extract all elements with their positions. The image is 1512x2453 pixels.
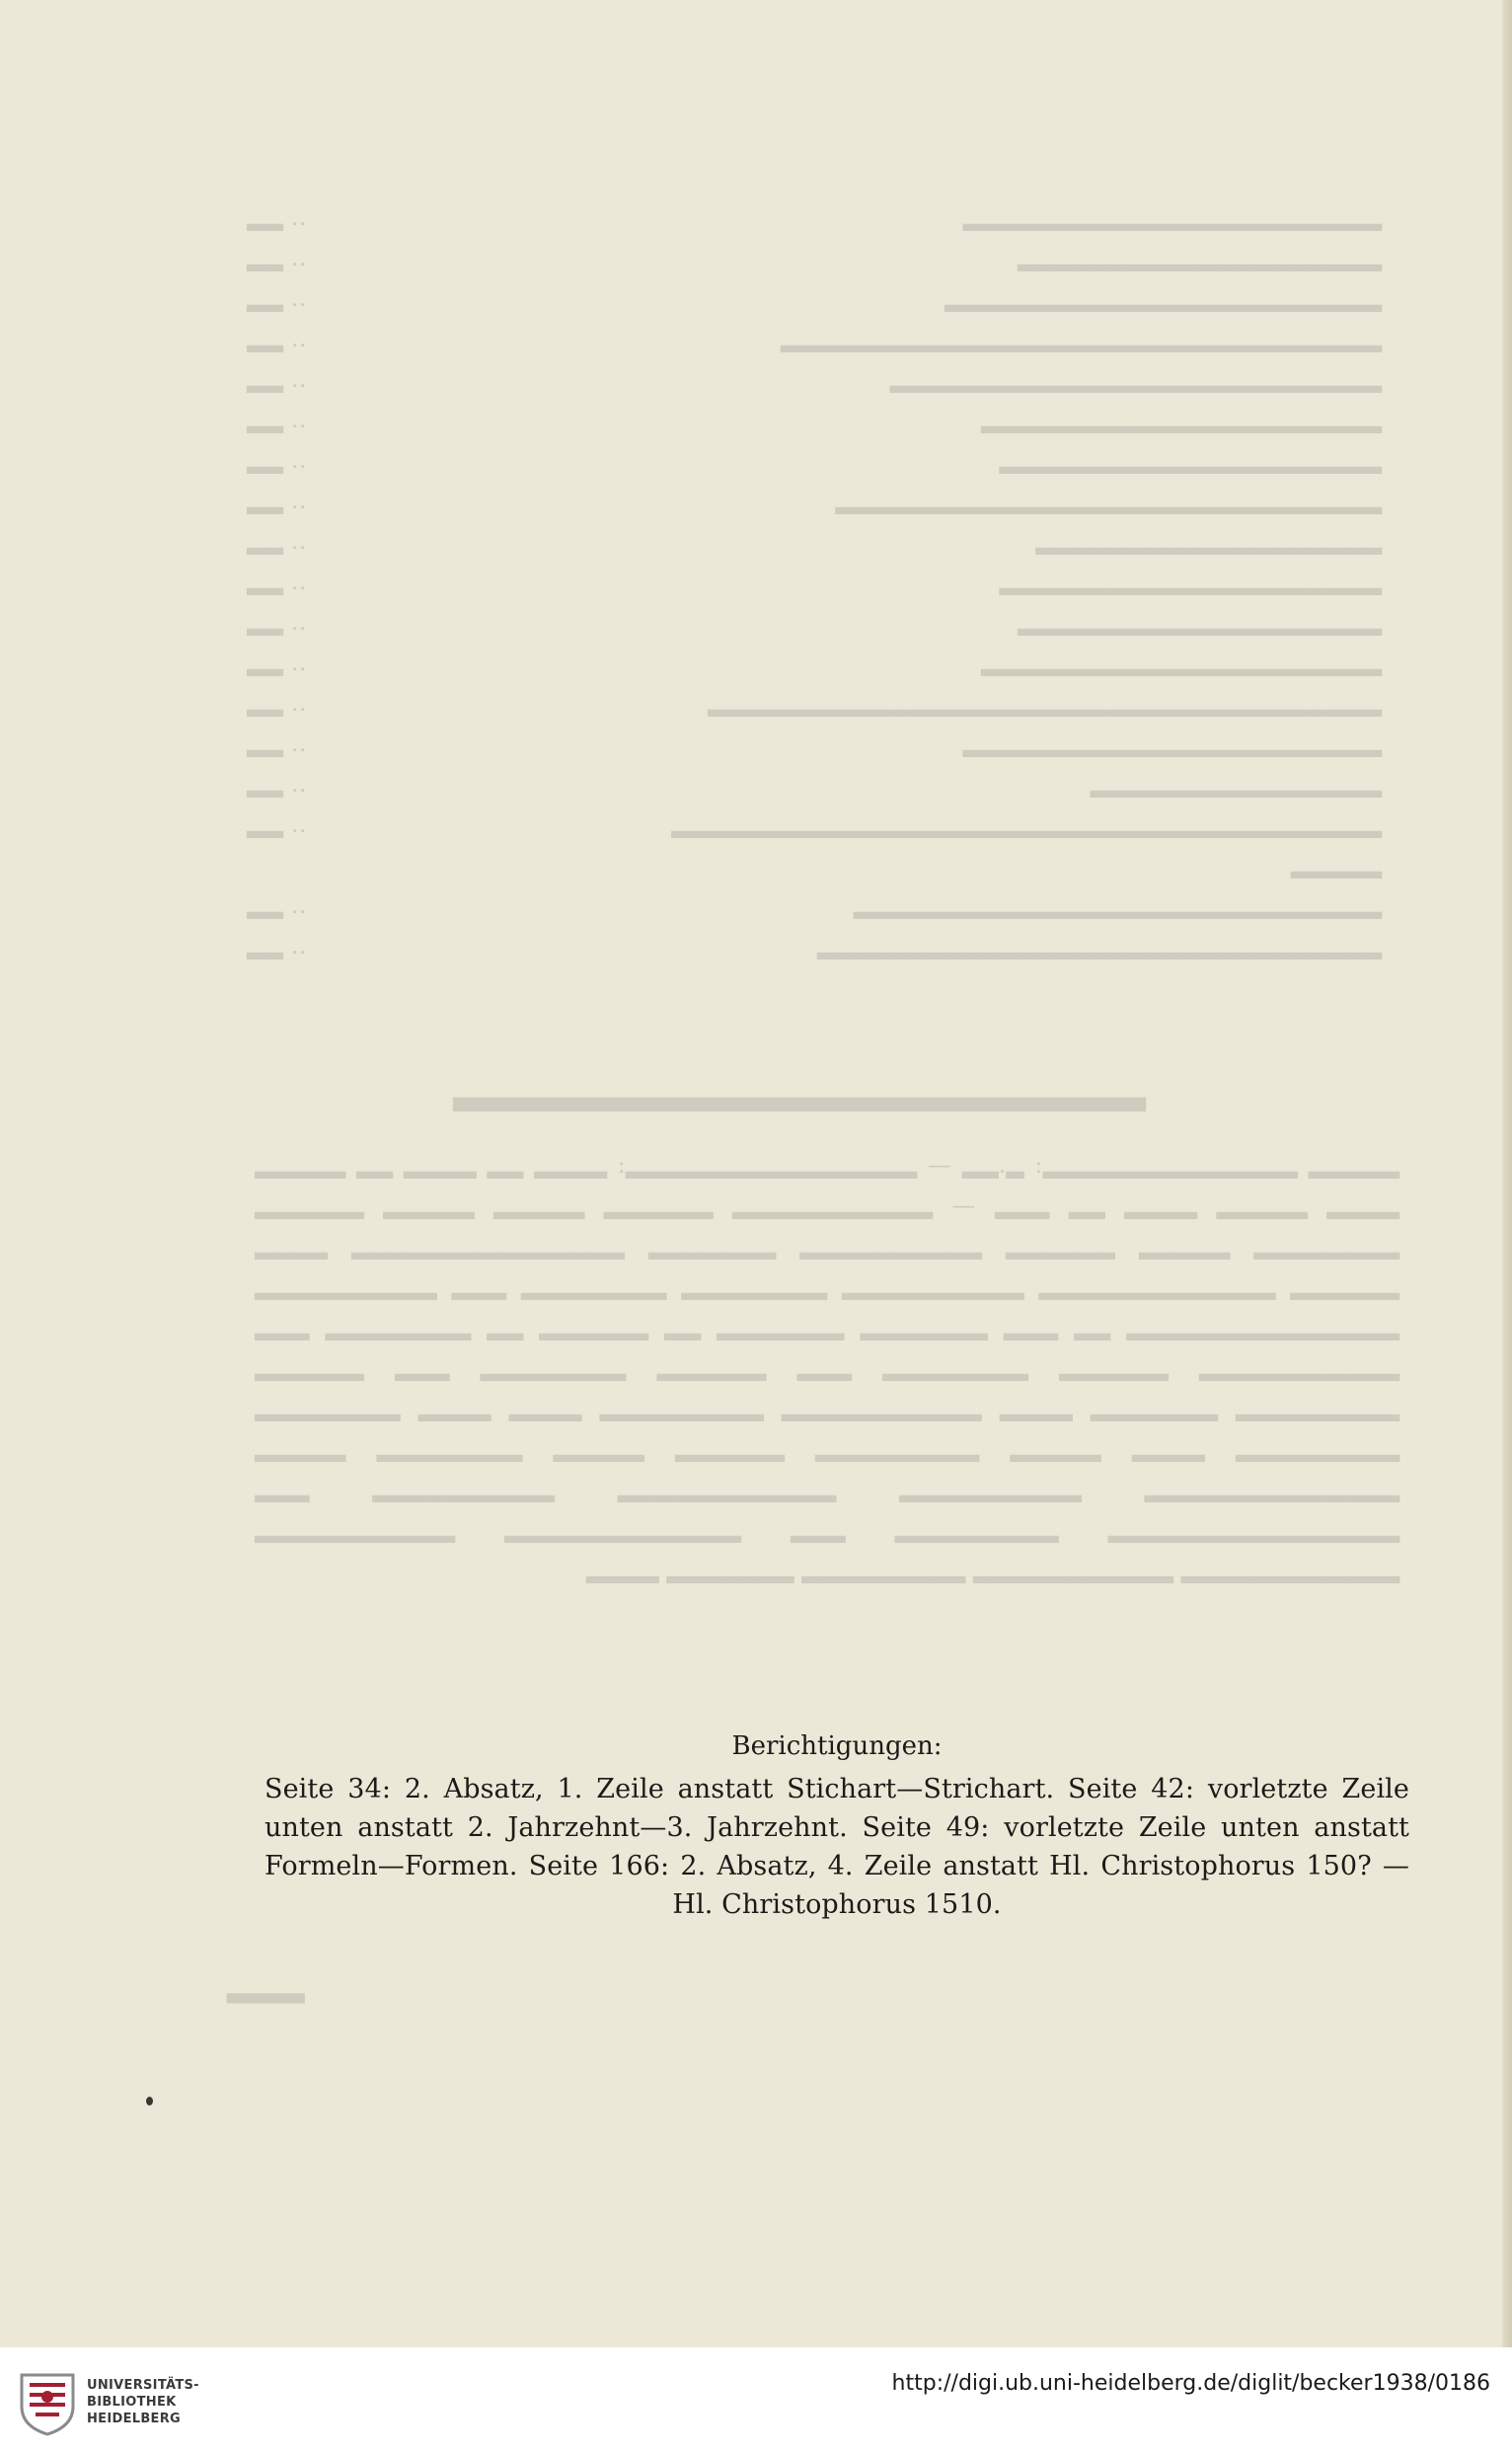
show-through-list: ▂▂▂▂▂▂▂▂▂▂▂▂▂▂▂▂▂▂▂▂▂▂▂ ‥ ▂▂ ▂▂▂▂▂▂▂▂▂▂▂▂▂▂▂▂▂▂▂▂ ‥ ▂▂ ▂▂▂▂▂▂▂▂▂▂▂▂▂▂▂▂▂▂▂▂▂▂▂▂ ‥ ▂▂ ▂▂▂▂▂▂▂▂▂▂▂▂▂▂▂▂▂▂▂▂▂▂▂▂▂▂▂▂▂▂▂▂▂ ‥ ▂▂ ▂▂▂▂▂▂▂▂▂▂▂▂▂▂▂▂▂▂▂▂▂▂▂▂▂▂▂ ‥ ▂▂ ▂▂▂▂▂▂▂▂▂▂▂▂▂▂▂▂▂▂▂▂▂▂ ‥ ▂▂ ▂▂▂▂▂▂▂▂▂▂▂▂▂▂▂▂▂▂▂▂▂ ‥ ▂▂ ▂▂▂▂▂▂▂▂▂▂▂▂▂▂▂▂▂▂▂▂▂▂▂▂▂▂▂▂▂▂ ‥ ▂▂ ▂▂▂▂▂▂▂▂▂▂▂▂▂▂▂▂▂▂▂ ‥ ▂▂ ▂▂▂▂▂▂▂▂▂▂▂▂▂▂▂▂▂▂▂▂▂ ‥ ▂▂ ▂▂▂▂▂▂▂▂▂▂▂▂▂▂▂▂▂▂▂▂ ‥ ▂▂ ▂▂▂▂▂▂▂▂▂▂▂▂▂▂▂▂▂▂▂▂▂▂ ‥ ▂▂ ▂▂▂▂▂▂▂▂▂▂▂▂▂▂▂▂▂▂▂▂▂▂▂▂▂▂▂▂▂▂▂▂▂▂▂▂▂ ‥ ▂▂ ▂▂▂▂▂▂▂▂▂▂▂▂▂▂▂▂▂▂▂▂▂▂▂ ‥ ▂▂ ▂▂▂▂▂▂▂▂▂▂▂▂▂▂▂▂ ‥ ▂▂ ▂▂▂▂▂▂▂▂▂▂▂▂▂▂▂▂▂▂▂▂▂▂▂▂▂▂▂▂▂▂▂▂▂▂▂▂▂▂▂ ‥ ▂▂ ▂▂▂▂▂ ▂▂▂▂▂▂▂▂▂▂▂▂▂▂▂▂▂▂▂▂▂▂▂▂▂▂▂▂▂ ‥ ▂▂ ▂▂▂▂▂▂▂▂▂▂▂▂▂▂▂▂▂▂▂▂▂▂▂▂▂▂▂▂▂▂▂ ‥ ▂▂ (247, 203, 1382, 959)
library-name (87, 2377, 199, 2427)
heidelberg-library-icon (16, 2367, 79, 2436)
show-through-folio: ▂▂▂ (227, 1964, 305, 2004)
errata-section (265, 1728, 1409, 1924)
page-edge (1502, 0, 1512, 2347)
errata-title: Berichtigungen: (731, 1731, 943, 1761)
library-logo[interactable] (16, 2363, 223, 2442)
permalink-url[interactable]: http://digi.ub.uni-heidelberg.de/diglit/becker1938/0186 (891, 2371, 1490, 2396)
library-name-line-1: UNIVERSITÄTS- (87, 2378, 199, 2393)
show-through-paragraph: ▂▂▂▂▂ ▂▂▂▂▂▂▂▂▂▂▂▂▂▂: ▂.▂▂ — ▂▂▂▂▂▂▂▂▂▂▂▂▂▂▂▂: ▂▂▂▂ ▂▂ ▂▂▂▂ ▂▂ ▂▂▂▂▂ ▂▂▂▂ ▂▂▂▂▂ ▂▂▂▂ ▂▂ ▂▂▂ — ▂▂▂▂▂▂▂▂▂▂▂ ▂▂▂▂▂▂ ▂▂▂▂▂ ▂▂▂▂▂ ▂▂▂▂▂▂ ▂▂▂▂▂▂▂▂ ▂▂▂▂▂ ▂▂▂▂▂▂ ▂▂▂▂▂▂▂▂▂▂ ▂▂▂▂▂▂▂ ▂▂▂▂▂▂▂▂▂▂▂▂▂▂▂ ▂▂▂▂ ▂▂▂▂▂▂ ▂▂▂▂▂▂▂▂▂▂▂▂▂ ▂▂▂▂▂▂▂▂▂▂ ▂▂▂▂▂▂▂▂ ▂▂▂▂▂▂▂▂ ▂▂▂ ▂▂▂▂▂▂▂▂▂▂ ▂▂▂▂▂▂▂▂▂▂▂▂▂▂▂ ▂▂ ▂▂▂ ▂▂▂▂▂▂▂ ▂▂▂▂▂▂▂ ▂▂ ▂▂▂▂▂▂ ▂▂ ▂▂▂▂▂▂▂▂ ▂▂▂ ▂▂▂▂▂▂▂▂▂▂▂ ▂▂▂▂▂▂ ▂▂▂▂▂▂▂▂ ▂▂▂ ▂▂▂▂▂▂ ▂▂▂▂▂▂▂▂ ▂▂▂ ▂▂▂▂▂▂ ▂▂▂▂▂▂▂▂▂ ▂▂▂▂▂▂▂ ▂▂▂▂ ▂▂▂▂▂▂▂▂▂▂▂ ▂▂▂▂▂▂▂▂▂ ▂▂▂▂ ▂▂▂▂ ▂▂▂▂▂▂▂▂ ▂▂▂▂▂▂▂▂▂ ▂▂▂▂ ▂▂▂▂▂ ▂▂▂▂▂▂▂▂▂ ▂▂▂▂▂▂ ▂▂▂▂▂ ▂▂▂▂▂▂▂▂ ▂▂▂▂▂ ▂▂▂▂▂▂▂▂▂▂▂▂▂▂ ▂▂▂▂▂▂▂▂▂▂ ▂▂▂▂▂▂▂▂▂▂▂▂ ▂▂▂▂▂▂▂▂▂▂ ▂▂▂ ▂▂▂▂▂▂▂▂▂▂▂▂▂▂▂▂ ▂▂▂▂▂▂▂▂▂ ▂▂▂ ▂▂▂▂▂▂▂▂▂▂▂▂▂ ▂▂▂▂▂▂▂▂▂▂▂ ▂▂▂▂▂▂▂▂▂▂▂▂ ▂▂▂▂▂▂▂▂▂▂▂ ▂▂▂▂▂▂▂▂▂ ▂▂▂▂▂▂▂ ▂▂▂▂ (255, 1151, 1399, 1583)
viewer-footer (0, 2347, 1512, 2453)
errata-text: Seite 34: 2. Absatz, 1. Zeile anstatt Stichart—Strichart. Seite 42: vorletzte Zeile unten anstatt 2. Jahrzehnt—3. Jahrzehnt. Seite 49: vorletzte Zeile unten anstatt Formeln—Formen. Seite 166: 2. Absatz, 4. Zeile anstatt Hl. Christophorus 150? —Hl. Christophorus 1510. (265, 1774, 1409, 1920)
library-name-line-3: HEIDELBERG (87, 2412, 182, 2426)
ink-speck (146, 2097, 153, 2106)
library-name-line-2: BIBLIOTHEK (87, 2395, 177, 2410)
show-through-heading: ▂▂▂▂▂▂▂▂▂▂▂▂▂▂▂▂▂▂▂ (453, 1056, 1146, 1112)
